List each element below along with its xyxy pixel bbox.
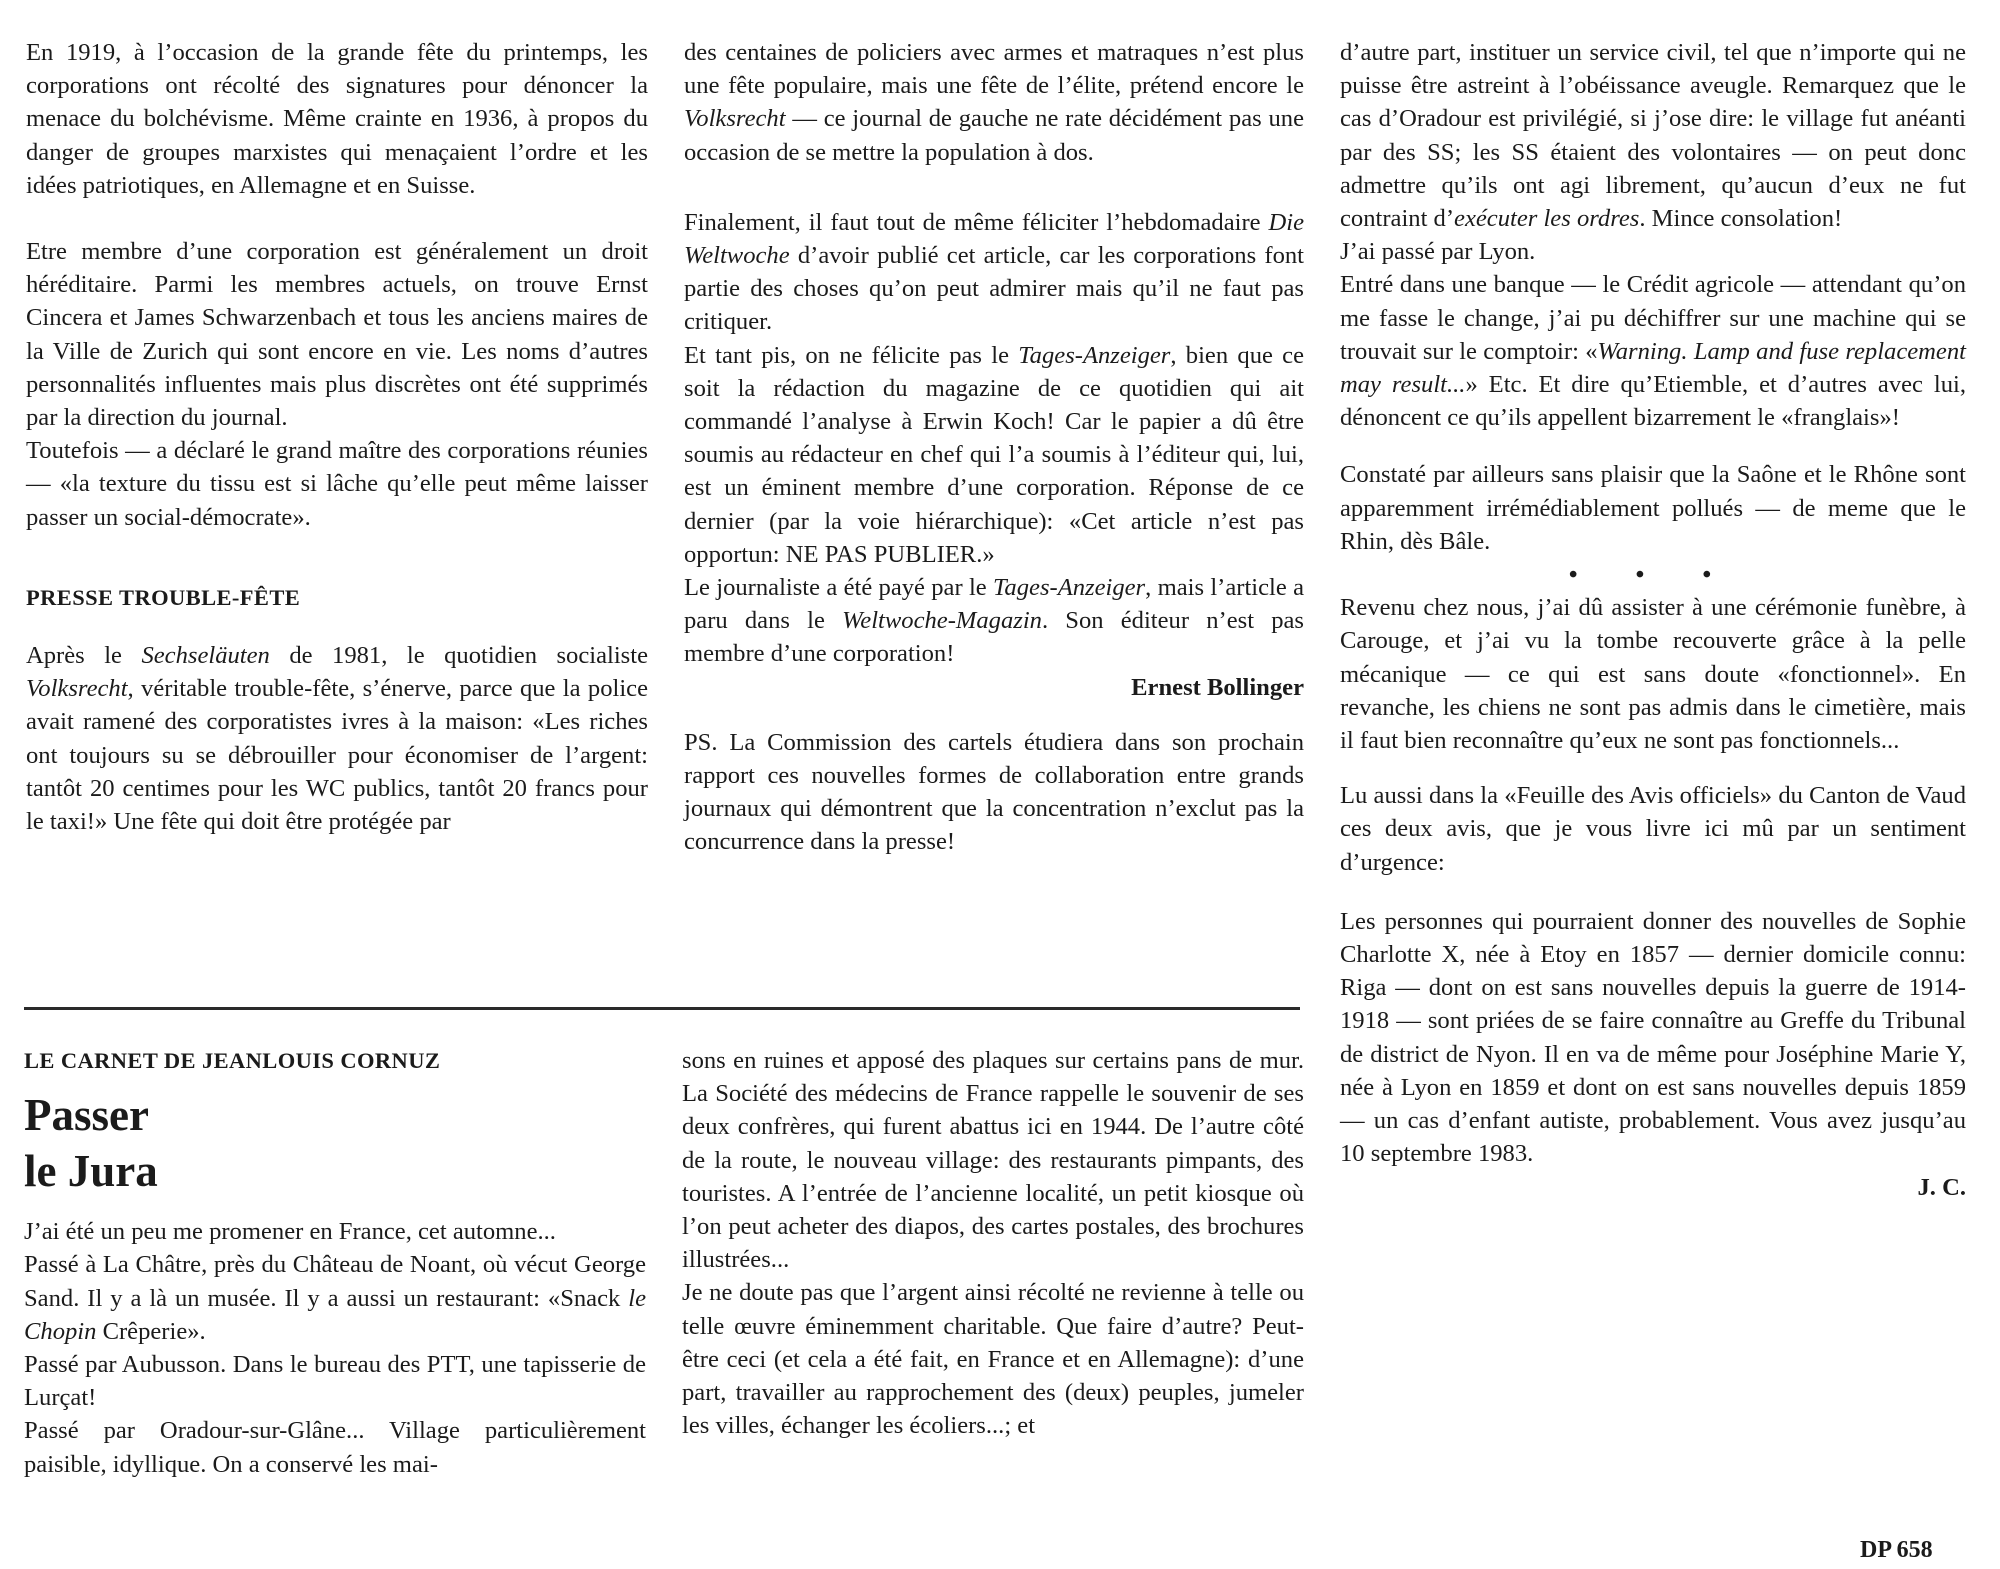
- paragraph: Passé par Aubusson. Dans le bureau des PTT, une tapisserie de Lurçat!: [24, 1351, 646, 1412]
- paragraph: des centaines de policiers avec armes et matraques n’est plus une fête populaire, mais une fête de l’élite, prétend encore le Volksrecht — ce journal de gauche ne rate décidément pas une occasion de se mettre la population à dos.: [684, 39, 1304, 166]
- author-signature: Ernest Bollinger: [1131, 673, 1304, 701]
- column-right: [1340, 36, 1966, 1204]
- paragraph: Entré dans une banque — le Crédit agricole — attendant qu’on me fasse le change, j’ai pu déchiffrer sur une machine qui se trouvait sur le comptoir: «Warning. Lamp and fuse replacement may result...» Etc. Et dire qu’Etiemble, et d’autres avec lui, dénoncent ce qu’ils appellent bizarrement le «franglais»!: [1340, 271, 1966, 432]
- paragraph: Les personnes qui pourraient donner des nouvelles de Sophie Charlotte X, née à Etoy en 1857 — dernier domicile connu: Riga — dont on est sans nouvelles depuis la guerre de 1914-1918 — sont priées de se faire connaître au Greffe du Tribunal de district de Nyon. Il en va de même pour Joséphine Marie Y, née à Lyon en 1859 et dont on est sans nouvelles depuis 1859 — un cas d’enfant autiste, probablement. Vous avez jusqu’au 10 septembre 1983.: [1340, 907, 1966, 1168]
- paragraph: Après le Sechseläuten de 1981, le quotidien socialiste Volksrecht, véritable trouble-fête, s’énerve, parce que la police avait ramené des corporatistes ivres à la maison: «Les riches ont toujours su se débrouiller pour économiser de l’argent: tantôt 20 centimes pour les WC publics, tantôt 20 francs pour le taxi!» Une fête qui doit être protégée par: [26, 642, 649, 836]
- postscript: PS. La Commission des cartels étudiera dans son prochain rapport ces nouvelles formes de collaboration entre grands journaux qui démontrent que la concentration n’exclut pas la concurrence dans la presse!: [684, 728, 1304, 856]
- section-separator-stars: • • •: [1568, 561, 1738, 589]
- paragraph: Lu aussi dans la «Feuille des Avis officiels» du Canton de Vaud ces deux avis, que je vous livre ici mû par un sentiment d’urgence:: [1340, 782, 1966, 876]
- paragraph: J’ai été un peu me promener en France, cet automne...: [24, 1218, 556, 1246]
- section-heading: PRESSE TROUBLE-FÊTE: [26, 584, 301, 610]
- paragraph: Finalement, il faut tout de même féliciter l’hebdomadaire Die Weltwoche d’avoir publié cet article, car les corporations font partie des choses qu’on peut admirer mais qu’il ne faut pas critiquer.: [684, 208, 1304, 336]
- column-top-middle: [684, 36, 1304, 859]
- paragraph: Revenu chez nous, j’ai dû assister à une cérémonie funèbre, à Carouge, et j’ai vu la tombe recouverte grâce à la pelle mécanique — ce qui est sans doute «fonctionnel». En revanche, les chiens ne sont pas admis dans le cimetière, mais il faut bien reconnaître qu’eux ne sont pas fonctionnels...: [1340, 594, 1966, 755]
- section-divider: [24, 1007, 1300, 1010]
- paragraph: sons en ruines et apposé des plaques sur certains pans de mur. La Société des médecins de France rappelle le souvenir de ses deux confrères, qui furent abattus ici en 1944. De l’autre côté de la route, le nouveau village: des restaurants pimpants, des touristes. A l’entrée de l’ancienne localité, un petit kiosque où l’on peut acheter des diapos, des cartes postales, des brochures illustrées...: [682, 1047, 1304, 1274]
- paragraph: Passé par Oradour-sur-Glâne... Village particulièrement paisible, idyllique. On a conservé les mai-: [24, 1417, 646, 1478]
- paragraph: Constaté par ailleurs sans plaisir que la Saône et le Rhône sont apparemment irrémédiablement pollués — de meme que le Rhin, dès Bâle.: [1340, 461, 1966, 555]
- paragraph: Toutefois — a déclaré le grand maître des corporations réunies — «la texture du tissu est si lâche qu’elle peut même laisser passer un social-démocrate».: [26, 437, 648, 531]
- paragraph: Je ne doute pas que l’argent ainsi récolté ne revienne à telle ou telle œuvre éminemment charitable. Que faire d’autre? Peut-être ceci (et cela a été fait, en France et en Allemagne): d’une part, travailler au rapprochement des (deux) peuples, jumeler les villes, échanger les écoliers...; et: [682, 1279, 1304, 1440]
- column-top-left: [26, 36, 648, 838]
- column-bottom-middle: [682, 1044, 1304, 1442]
- column-bottom-left: [24, 1044, 646, 1481]
- author-signature: J. C.: [1917, 1173, 1966, 1201]
- paragraph: d’autre part, instituer un service civil, tel que n’importe qui ne puisse être astreint à l’obéissance aveugle. Remarquez que le cas d’Oradour est privilégié, si j’ose dire: le village fut anéanti par des SS; les SS étaient des volontaires — on peut donc admettre qu’ils ont agi librement, qu’aucun d’eux ne fut contraint d’exécuter les ordres. Mince consolation!: [1340, 39, 1966, 233]
- paragraph: Passé à La Châtre, près du Château de Noant, où vécut George Sand. Il y a là un musée. Il y a aussi un restaurant: «Snack le Chopin Crêperie».: [24, 1251, 646, 1345]
- column-kicker: LE CARNET DE JEANLOUIS CORNUZ: [24, 1048, 441, 1073]
- paragraph: En 1919, à l’occasion de la grande fête du printemps, les corporations ont récolté des signatures pour dénoncer la menace du bolchévisme. Même crainte en 1936, à propos du danger de groupes marxistes qui menaçaient l’ordre et les idées patriotiques, en Allemagne et en Suisse.: [26, 39, 648, 199]
- paragraph: J’ai passé par Lyon.: [1340, 238, 1536, 266]
- page-footer: DP 658: [1860, 1537, 1933, 1563]
- paragraph: Etre membre d’une corporation est généralement un droit héréditaire. Parmi les membres actuels, on trouve Ernst Cincera et James Schwarzenbach et tous les anciens maires de la Ville de Zurich qui sont encore en vie. Les noms d’autres personnalités influentes mais plus discrètes ont été supprimés par la direction du journal.: [26, 238, 648, 432]
- paragraph: Et tant pis, on ne félicite pas le Tages-Anzeiger, bien que ce soit la rédaction du magazine de ce quotidien qui ait commandé l’analyse à Erwin Koch! Car le papier a dû être soumis au rédacteur en chef qui l’a soumis à l’éditeur qui, lui, est un éminent membre d’une corporation. Réponse de ce dernier (par la voie hiérarchique): «Cet article n’est pas opportun: NE PAS PUBLIER.»: [684, 341, 1304, 568]
- paragraph: Le journaliste a été payé par le Tages-Anzeiger, mais l’article a paru dans le Weltwoche-Magazin. Son éditeur n’est pas membre d’une corporation!: [684, 574, 1305, 668]
- article-title: Passer le Jura: [24, 1090, 158, 1197]
